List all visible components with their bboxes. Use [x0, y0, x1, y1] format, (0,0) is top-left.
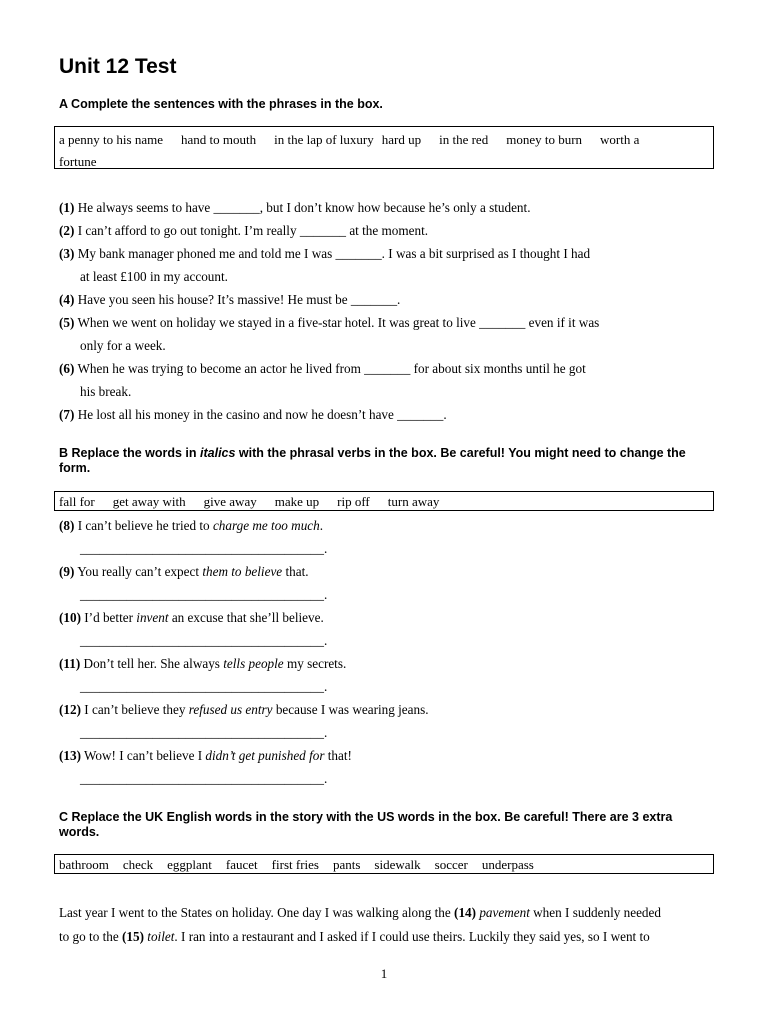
verb-3: make up [274, 494, 320, 509]
us-word-2: eggplant [167, 857, 212, 872]
us-word-3: faucet [225, 857, 258, 872]
phrasal-verb-box [54, 491, 714, 511]
us-words-box [54, 854, 714, 874]
us-word-5: pants [332, 857, 361, 872]
phrase-2: in the lap of luxury [274, 132, 374, 147]
phrase-4: in the red [439, 132, 489, 147]
page-number: 1 [380, 966, 388, 981]
question-1: (1) He always seems to have _______, but I don’t know how because he’s only a student. [59, 200, 531, 215]
us-word-0: bathroom [59, 857, 109, 872]
answer-line-9: _____________________________________. [80, 587, 328, 602]
verb-4: rip off [337, 494, 370, 509]
question-3-continued: at least £100 in my account. [80, 269, 228, 284]
verb-0: fall for [59, 494, 95, 509]
phrase-1: hand to mouth [180, 132, 257, 147]
phrase-6: worth a [600, 132, 640, 147]
section-b-heading: B Replace the words in italics with the phrasal verbs in the box. Be careful! You might need to change the form. [59, 446, 686, 475]
us-word-4: first fries [271, 857, 319, 872]
question-10: (10) I’d better invent an excuse that she’ll believe. [59, 610, 324, 625]
verb-5: turn away [387, 494, 440, 509]
story-line-1: Last year I went to the States on holiday. One day I was walking along the (14) pavement when I suddenly needed [59, 905, 661, 920]
answer-line-10: _____________________________________. [80, 633, 328, 648]
question-12: (12) I can’t believe they refused us entry because I was wearing jeans. [59, 702, 429, 717]
question-2: (2) I can’t afford to go out tonight. I’m really _______ at the moment. [59, 223, 429, 238]
verb-1: get away with [112, 494, 186, 509]
question-6-continued: his break. [80, 384, 132, 399]
us-word-1: check [122, 857, 154, 872]
verb-2: give away [203, 494, 257, 509]
us-word-6: sidewalk [374, 857, 421, 872]
phrase-3: hard up [381, 132, 422, 147]
question-7: (7) He lost all his money in the casino and now he doesn’t have _______. [59, 407, 447, 422]
answer-line-13: _____________________________________. [80, 771, 328, 786]
question-11: (11) Don’t tell her. She always tells people my secrets. [59, 656, 347, 671]
phrase-5: money to burn [506, 132, 583, 147]
question-5-continued: only for a week. [80, 338, 166, 353]
question-13: (13) Wow! I can’t believe I didn’t get punished for that! [59, 748, 352, 763]
section-c-heading: C Replace the UK English words in the story with the US words in the box. Be careful! There are 3 extra words. [59, 810, 673, 839]
phrase-box-a [54, 126, 714, 169]
answer-line-11: _____________________________________. [80, 679, 328, 694]
phrase-6-wrap: fortune [59, 154, 97, 169]
story-line-2: to go to the (15) toilet. I ran into a restaurant and I asked if I could use theirs. Luckily they said yes, so I went to [59, 929, 650, 944]
page-title: Unit 12 Test [59, 55, 177, 78]
question-6: (6) When he was trying to become an actor he lived from _______ for about six months until he got [59, 361, 586, 376]
question-3: (3) My bank manager phoned me and told me I was _______. I was a bit surprised as I thought I had [59, 246, 591, 261]
us-word-7: soccer [434, 857, 468, 872]
question-5: (5) When we went on holiday we stayed in a five-star hotel. It was great to live _______ even if it was [59, 315, 600, 330]
section-a-heading: A Complete the sentences with the phrases in the box. [59, 97, 383, 111]
phrase-0: a penny to his name [59, 132, 163, 147]
answer-line-12: _____________________________________. [80, 725, 328, 740]
us-word-8: underpass [481, 857, 534, 872]
answer-line-8: _____________________________________. [80, 541, 328, 556]
question-8: (8) I can’t believe he tried to charge me too much. [59, 518, 324, 533]
question-9: (9) You really can’t expect them to believe that. [59, 564, 309, 579]
question-4: (4) Have you seen his house? It’s massive! He must be _______. [59, 292, 401, 307]
